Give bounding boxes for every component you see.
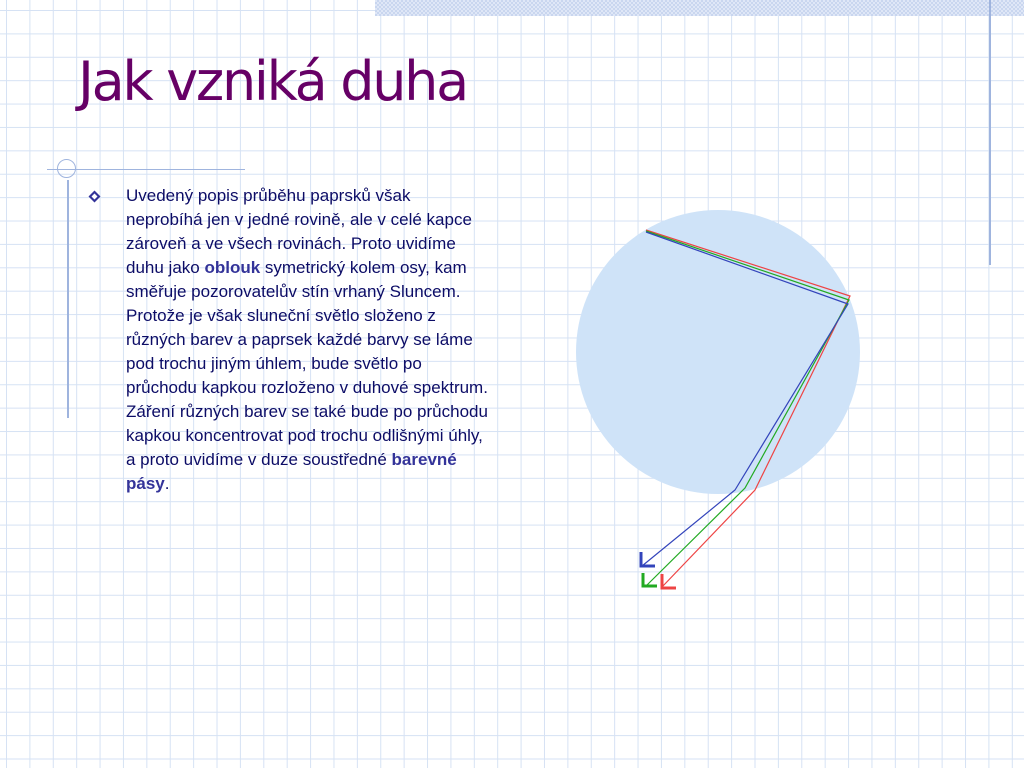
decorative-vertical-rule-right [989, 0, 991, 265]
diamond-bullet-icon [88, 190, 101, 203]
bullet-paragraph [126, 184, 488, 496]
bold-term-oblouk: oblouk [204, 258, 261, 277]
bold-term-barevne-pasy: barevné pásy [126, 450, 457, 493]
arrowhead-red-icon [662, 574, 676, 588]
raindrop-circle [576, 210, 860, 494]
raindrop-diagram [560, 200, 870, 600]
bullet-text-part-2: symetrický kolem osy, kam směřuje pozorovatelův stín vrhaný Sluncem. Protože je však sluneční světlo složeno z různých barev a paprsek každé barvy se láme pod trochu jiným úhlem, bude světlo po průchodu kapkou rozloženo v duhové spektrum. Záření různých barev se také bude po průchodu kapkou koncentrovat pod trochu odlišnými úhly, a proto uvidíme v duze soustředné [126, 258, 488, 469]
arrowhead-blue-icon [641, 552, 655, 566]
bullet-text-part-1: Uvedený popis průběhu paprsků však neprobíhá jen v jedné rovině, ale v celé kapce zároveň a ve všech rovinách. Proto uvidíme duhu jako [126, 186, 472, 277]
bullet-text-part-3: . [164, 474, 170, 493]
top-pattern-band [375, 0, 1024, 16]
decorative-vertical-rule-left [67, 180, 69, 418]
slide-title: Jak vzniká duha [78, 50, 467, 113]
decorative-horizontal-rule [47, 169, 245, 170]
decorative-circle [57, 159, 76, 178]
arrowhead-green-icon [643, 573, 657, 586]
